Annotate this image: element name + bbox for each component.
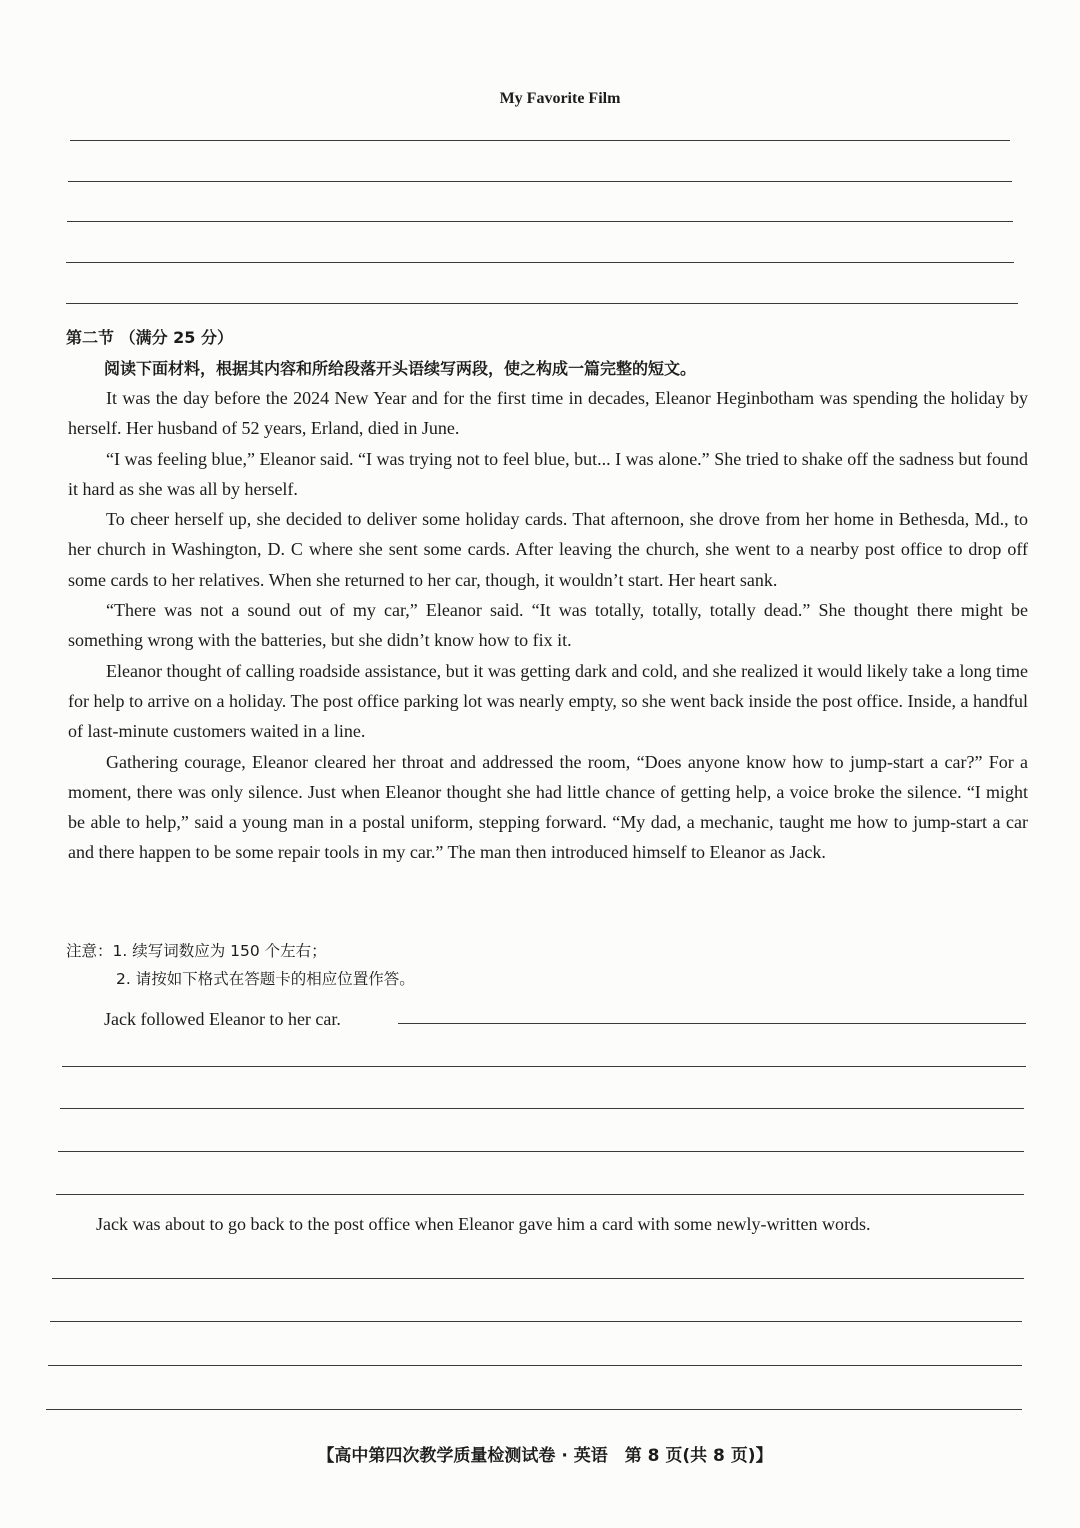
note-word-count: 注意：1. 续写词数应为 150 个左右； — [66, 942, 327, 960]
passage-paragraph: “I was feeling blue,” Eleanor said. “I was trying not to feel blue, but... I was alone.” She tried to shake off the sadness but found it hard as she was all by herself. — [68, 448, 1028, 499]
reading-passage — [68, 383, 1028, 868]
passage-paragraph: “There was not a sound out of my car,” Eleanor said. “It was totally, totally, totally dead.” She thought there might be something wrong with the batteries, but she didn’t know how to fix it. — [68, 600, 1028, 651]
page-footer: 【高中第四次教学质量检测试卷 · 英语 第 8 页(共 8 页)】 — [317, 1446, 773, 1466]
answer-line[interactable] — [50, 1321, 1022, 1322]
paragraph-1-opening: Jack followed Eleanor to her car. — [104, 1009, 341, 1029]
answer-line[interactable] — [46, 1409, 1022, 1410]
answer-line[interactable] — [58, 1151, 1024, 1152]
notes-block — [66, 937, 415, 993]
writing-title: My Favorite Film — [499, 90, 621, 107]
section-heading: 第二节 （满分 25 分） — [66, 328, 233, 347]
passage-paragraph: It was the day before the 2024 New Year and for the first time in decades, Eleanor Heginbotham was spending the holiday by herself. Her husband of 52 years, Erland, died in June. — [68, 388, 1028, 439]
answer-line[interactable] — [52, 1278, 1024, 1279]
passage-paragraph: To cheer herself up, she decided to deliver some holiday cards. That afternoon, she drove from her home in Bethesda, Md., to her church in Washington, D. C where she sent some cards. After leaving the church, she went to a nearby post office to drop off some cards to her relatives. When she returned to her car, though, it wouldn’t start. Her heart sank. — [68, 509, 1028, 590]
passage-paragraph: Eleanor thought of calling roadside assistance, but it was getting dark and cold, and she realized it would likely take a long time for help to arrive on a holiday. The post office parking lot was nearly empty, so she went back inside the post office. Inside, a handful of last-minute customers waited in a line. — [68, 660, 1028, 742]
writing-line — [70, 140, 1010, 141]
answer-line[interactable] — [398, 1023, 1026, 1024]
writing-line — [67, 221, 1013, 222]
answer-line[interactable] — [48, 1365, 1022, 1366]
writing-line — [68, 181, 1012, 182]
writing-line — [66, 303, 1018, 304]
answer-line[interactable] — [60, 1108, 1024, 1109]
section-instruction: 阅读下面材料，根据其内容和所给段落开头语续写两段，使之构成一篇完整的短文。 — [104, 359, 697, 378]
answer-line[interactable] — [56, 1194, 1024, 1195]
answer-line[interactable] — [62, 1066, 1026, 1067]
paragraph-2-opening: Jack was about to go back to the post office when Eleanor gave him a card with some newly-written words. — [96, 1214, 871, 1234]
passage-paragraph: Gathering courage, Eleanor cleared her throat and addressed the room, “Does anyone know how to jump-start a car?” For a moment, there was only silence. Just when Eleanor thought she had little chance of getting help, a voice broke the silence. “I might be able to help,” said a young man in a postal uniform, stepping forward. “My dad, a mechanic, taught me how to jump-start a car and there happen to be some repair tools in my car.” The man then introduced himself to Eleanor as Jack. — [68, 751, 1028, 863]
note-format: 2. 请按如下格式在答题卡的相应位置作答。 — [116, 970, 415, 988]
writing-line — [66, 262, 1014, 263]
